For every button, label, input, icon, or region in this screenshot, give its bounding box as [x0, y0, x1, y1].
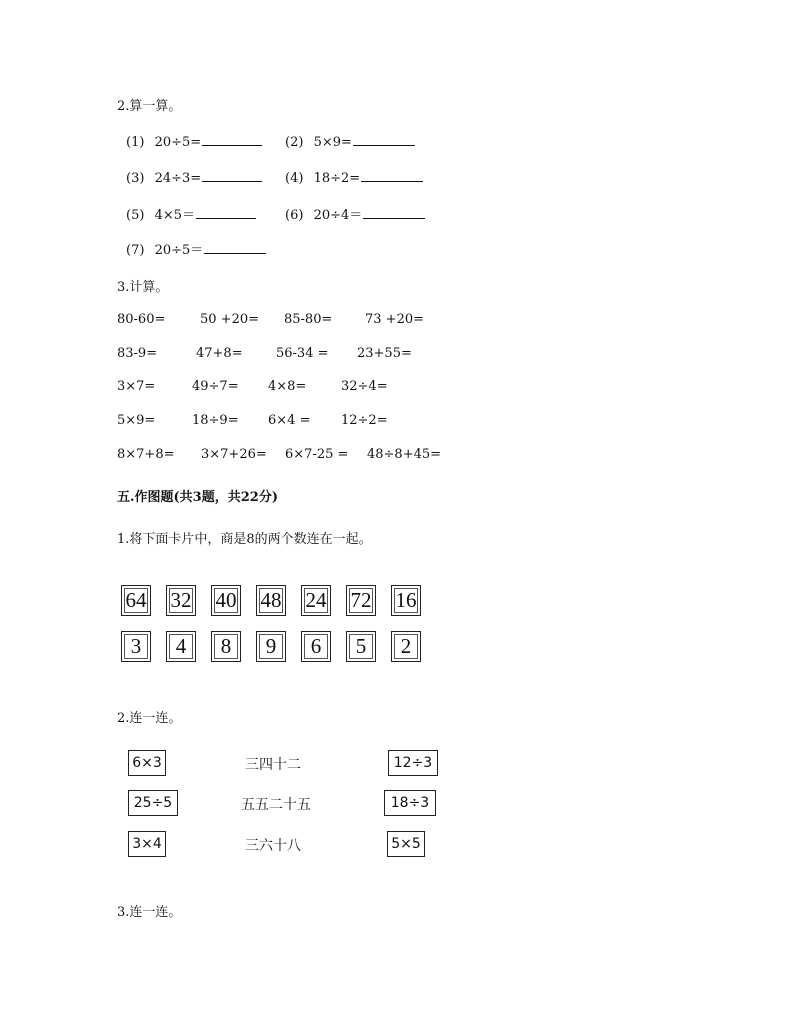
- calc-cell: 48÷8+45=: [367, 447, 442, 462]
- question-3: [126, 169, 262, 186]
- question-6: [285, 204, 425, 223]
- calc-cell: 5×9=: [117, 413, 156, 428]
- question-4: [285, 169, 423, 186]
- calc-cell: 18÷9=: [192, 413, 239, 428]
- calc-cell: 50 +20=: [200, 312, 260, 327]
- question-number: (5): [126, 208, 145, 223]
- part5-heading: 五.作图题(共3题，共22分): [117, 490, 278, 505]
- number-card[interactable]: 2: [391, 631, 421, 662]
- question-number: (3): [126, 171, 145, 186]
- left-expression-box[interactable]: 6×3: [128, 750, 166, 776]
- question-1: [126, 133, 262, 150]
- question-expression: 5×9=: [313, 135, 352, 150]
- question-7: [126, 239, 266, 258]
- calc-cell: 32÷4=: [341, 379, 388, 394]
- q3-text: 3.连一连。: [117, 905, 182, 920]
- calc-cell: 73 +20=: [365, 312, 425, 327]
- number-card[interactable]: 16: [391, 585, 421, 616]
- number-card[interactable]: 3: [121, 631, 151, 662]
- question-number: (2): [285, 135, 304, 150]
- left-expression-box[interactable]: 25÷5: [128, 790, 178, 816]
- calc-cell: 83-9=: [117, 346, 158, 361]
- number-card[interactable]: 24: [301, 585, 331, 616]
- question-expression: 24÷3=: [154, 171, 202, 186]
- right-expression-box[interactable]: 12÷3: [388, 750, 438, 776]
- question-5: [126, 204, 256, 223]
- number-card[interactable]: 6: [301, 631, 331, 662]
- number-card[interactable]: 40: [211, 585, 241, 616]
- question-number: (4): [285, 171, 304, 186]
- answer-blank[interactable]: [202, 169, 262, 182]
- question-expression: 20÷5=: [154, 135, 202, 150]
- q1-text: 1.将下面卡片中，商是8的两个数连在一起。: [117, 532, 372, 547]
- calc-cell: 6×7-25 =: [285, 447, 349, 462]
- question-expression: 20÷5＝: [154, 243, 204, 258]
- calc-cell: 85-80=: [284, 312, 333, 327]
- answer-blank[interactable]: [363, 206, 425, 219]
- answer-blank[interactable]: [353, 133, 415, 146]
- left-expression-box[interactable]: 3×4: [128, 831, 166, 857]
- calc-cell: 47+8=: [196, 346, 243, 361]
- right-expression-box[interactable]: 5×5: [387, 831, 425, 857]
- calc-cell: 6×4 =: [268, 413, 311, 428]
- multiplication-rhyme[interactable]: 五五二十五: [241, 797, 311, 813]
- number-card[interactable]: 32: [166, 585, 196, 616]
- calc-cell: 8×7+8=: [117, 447, 175, 462]
- number-card[interactable]: 9: [256, 631, 286, 662]
- question-number: (6): [285, 208, 304, 223]
- q2-text: 2.连一连。: [117, 711, 182, 726]
- question-2: [285, 133, 415, 150]
- question-expression: 18÷2=: [313, 171, 361, 186]
- answer-blank[interactable]: [361, 169, 423, 182]
- question-expression: 4×5＝: [154, 208, 195, 223]
- number-card[interactable]: 72: [346, 585, 376, 616]
- number-card[interactable]: 48: [256, 585, 286, 616]
- answer-blank[interactable]: [202, 133, 262, 146]
- section3-heading: 3.计算。: [117, 280, 169, 295]
- number-card[interactable]: 64: [121, 585, 151, 616]
- multiplication-rhyme[interactable]: 三四十二: [245, 757, 301, 773]
- calc-cell: 3×7+26=: [201, 447, 267, 462]
- multiplication-rhyme[interactable]: 三六十八: [245, 838, 301, 854]
- calc-cell: 49÷7=: [192, 379, 239, 394]
- calc-cell: 3×7=: [117, 379, 156, 394]
- calc-cell: 56-34 =: [276, 346, 329, 361]
- number-card[interactable]: 8: [211, 631, 241, 662]
- section2-heading: 2.算一算。: [117, 99, 182, 114]
- question-number: (1): [126, 135, 145, 150]
- calc-cell: 12÷2=: [341, 413, 388, 428]
- question-number: (7): [126, 243, 145, 258]
- right-expression-box[interactable]: 18÷3: [384, 790, 436, 816]
- number-card[interactable]: 4: [166, 631, 196, 662]
- calc-cell: 23+55=: [357, 346, 412, 361]
- number-card[interactable]: 5: [346, 631, 376, 662]
- question-expression: 20÷4＝: [313, 208, 363, 223]
- answer-blank[interactable]: [204, 241, 266, 254]
- calc-cell: 80-60=: [117, 312, 166, 327]
- calc-cell: 4×8=: [268, 379, 307, 394]
- answer-blank[interactable]: [196, 206, 256, 219]
